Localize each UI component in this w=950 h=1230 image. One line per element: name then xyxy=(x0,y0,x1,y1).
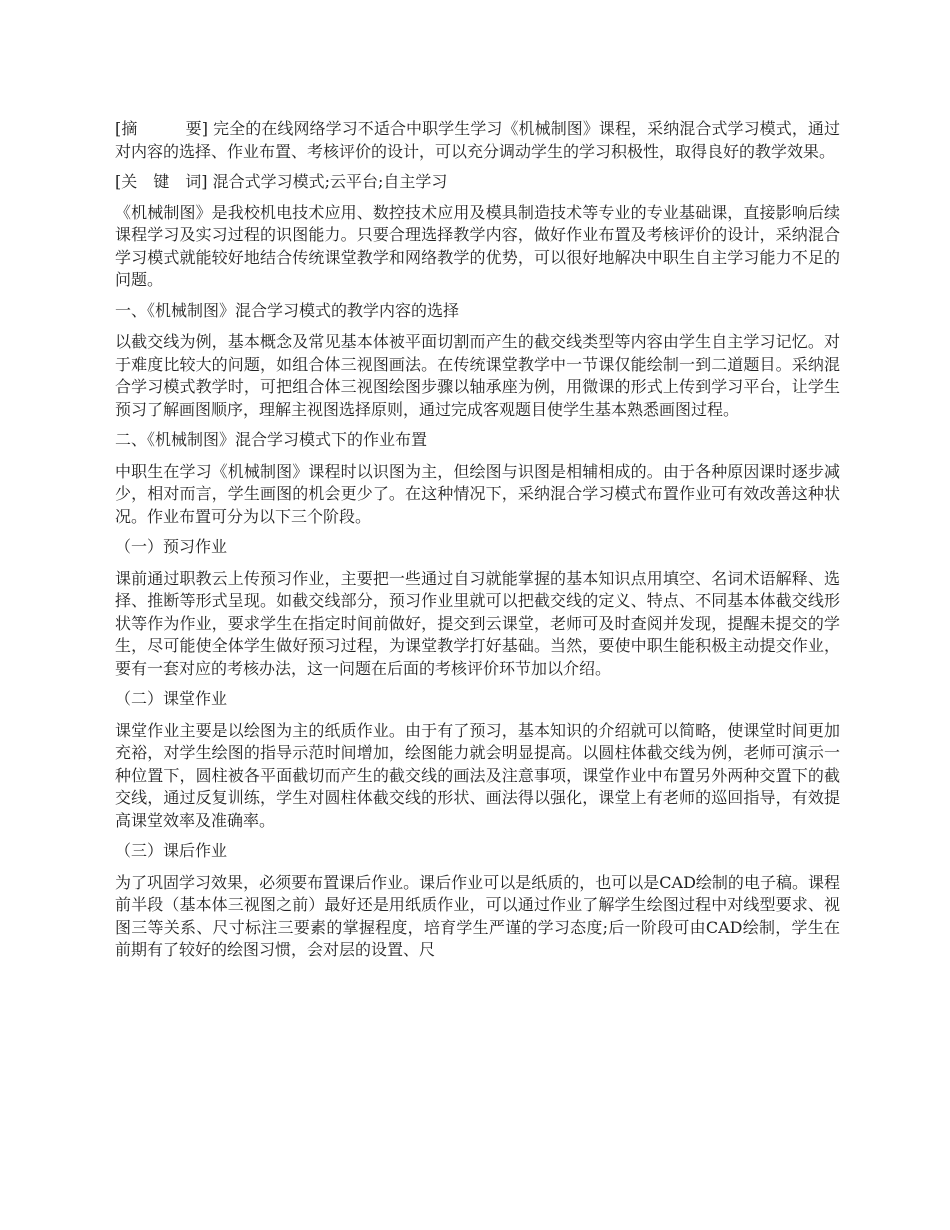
abstract-label: [摘 要] xyxy=(115,119,208,138)
sub1-heading: （一）预习作业 xyxy=(115,537,228,556)
intro-paragraph: 《机械制图》是我校机电技术应用、数控技术应用及模具制造技术等专业的专业基础课，直接影响后续课程学习及实习过程的识图能力。只要合理选择教学内容，做好作业布置及考核评价的设计，采纳混合学习模式就能较好地结合传统课堂教学和网络教学的优势，可以很好地解决中职生自主学习能力不足的问题。 xyxy=(115,202,840,289)
keywords-text: 混合式学习模式;云平台;自主学习 xyxy=(212,172,448,191)
sub2-heading: （二）课堂作业 xyxy=(115,689,228,708)
sub2-body: 课堂作业主要是以绘图为主的纸质作业。由于有了预习，基本知识的介绍就可以简略，使课堂时间更加充裕，对学生绘图的指导示范时间增加，绘图能力就会明显提高。以圆柱体截交线为例，老师可演示一种位置下，圆柱被各平面截切而产生的截交线的画法及注意事项，课堂作业中布置另外两种交置下的截交线，通过反复训练，学生对圆柱体截交线的形状、画法得以强化，课堂上有老师的巡回指导，有效提高课堂效率及准确率。 xyxy=(115,720,840,830)
abstract-text: 完全的在线网络学习不适合中职学生学习《机械制图》课程，采纳混合式学习模式，通过对内容的选择、作业布置、考核评价的设计，可以充分调动学生的学习积极性，取得良好的教学效果。 xyxy=(115,119,840,161)
abstract-paragraph xyxy=(115,118,840,163)
section1-body: 以截交线为例，基本概念及常见基本体被平面切割而产生的截交线类型等内容由学生自主学习记忆。对于难度比较大的问题，如组合体三视图画法。在传统课堂教学中一节课仅能绘制一到二道题目。采纳混合学习模式教学时，可把组合体三视图绘图步骤以轴承座为例，用微课的形式上传到学习平台，让学生预习了解画图顺序，理解主视图选择原则，通过完成客观题目使学生基本熟悉画图过程。 xyxy=(115,332,840,419)
section1-heading: 一、《机械制图》混合学习模式的教学内容的选择 xyxy=(115,300,460,320)
keywords-paragraph xyxy=(115,171,840,194)
document-page xyxy=(115,118,840,970)
sub3-heading: （三）课后作业 xyxy=(115,841,228,860)
section2-body: 中职生在学习《机械制图》课程时以识图为主，但绘图与识图是相辅相成的。由于各种原因课时逐步减少，相对而言，学生画图的机会更少了。在这种情况下，采纳混合学习模式布置作业可有效改善这种状况。作业布置可分为以下三个阶段。 xyxy=(115,461,840,526)
sub1-body: 课前通过职教云上传预习作业，主要把一些通过自习就能掌握的基本知识点用填空、名词术语解释、选择、推断等形式呈现。如截交线部分，预习作业里就可以把截交线的定义、特点、不同基本体截交线形状等作为作业，要求学生在指定时间前做好，提交到云课堂，老师可及时查阅并发现，提醒未提交的学生，尽可能使全体学生做好预习过程，为课堂教学打好基础。当然，要使中职生能积极主动提交作业，要有一套对应的考核办法，这一问题在后面的考核评价环节加以介绍。 xyxy=(115,568,840,678)
keywords-label: [关 键 词] xyxy=(115,172,208,191)
sub3-body: 为了巩固学习效果，必须要布置课后作业。课后作业可以是纸质的，也可以是CAD绘制的电子稿。课程前半段（基本体三视图之前）最好还是用纸质作业，可以通过作业了解学生绘图过程中对线型要求、视图三等关系、尺寸标注三要素的掌握程度，培育学生严谨的学习态度;后一阶段可由CAD绘制，学生在前期有了较好的绘图习惯，会对层的设置、尺 xyxy=(115,872,840,959)
section2-heading: 二、《机械制图》混合学习模式下的作业布置 xyxy=(115,430,428,449)
